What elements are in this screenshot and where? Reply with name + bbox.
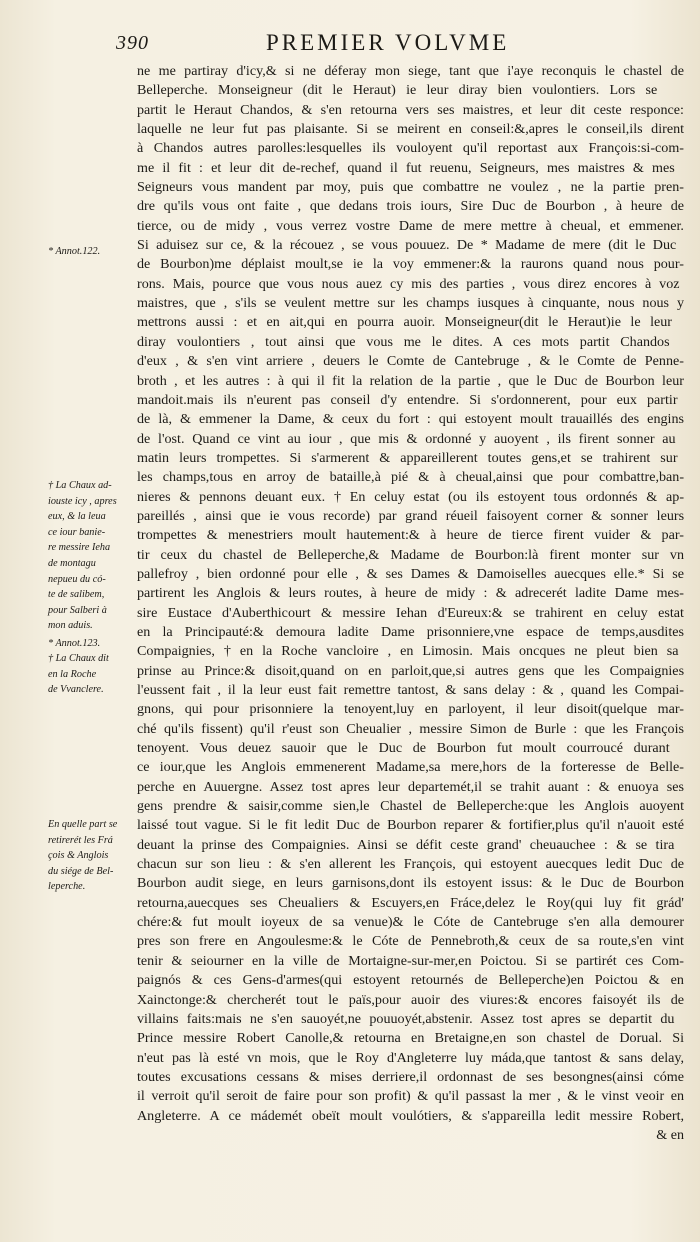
text-line: trompettes & menestriers moult hautement:& à heure de tierce firent vuider & par- [137, 527, 684, 544]
text-line: tenoyent. Vous deuez sauoir que le Duc de Bourbon fut moult courroucé durant [137, 740, 670, 757]
note-line: eux, & la leua [48, 511, 106, 523]
text-line: Compaignies, † en la Roche vancloire , en Limosin. Mais oncques ne pleut bien sa [137, 643, 679, 660]
margin-note-retreat [48, 817, 117, 895]
text-line: Angleterre. A ce mádemét obeït moult voulótiers, & s'appareilla ledit messire Robert, [137, 1107, 684, 1124]
note-line: retirerét les Frá [48, 834, 113, 846]
text-line: pallefroy , bien ordonné pour elle , & ses Dames & Damoiselles auecques elle.* Si se [137, 565, 684, 582]
text-line: de Bourbon)me déplaist moult,se ie la voy emmener:& la raurons quand nous pour- [137, 256, 684, 273]
note-line: † La Chaux ad- [48, 480, 112, 491]
catchword: & en [656, 1126, 684, 1143]
page-number: 390 [116, 32, 149, 54]
text-line: Prince messire Robert Canolle,& retourna en Bretaigne,en son chastel de Dorual. Si [137, 1030, 684, 1047]
text-line: de là, & emmener la Dame, & ceux du fort : qui estoyent moult trauaillés des engins [137, 411, 684, 428]
text-line: dre qu'ils vous ont faite , que dedans trois iours, Sire Duc de Bourbon , à heure de [137, 198, 684, 215]
text-line: me il fit : et leur dit de-rechef, quand il fut reuenu, Seigneurs, mes maistres & mes [137, 159, 675, 176]
text-line: d'eux , & s'en vint arriere , deuers le Comte de Cantebruge , & le Comte de Penne- [137, 353, 684, 370]
note-line: En quelle part se [48, 819, 118, 830]
text-line: Xainctonge:& chercherét tout le païs,pour auoir des viures:& encores faisoyét ils de [137, 991, 684, 1008]
text-line: diray voulontiers , tout ainsi que vous me le dites. A ces mots partit Chandos [137, 333, 670, 350]
note-line: leperche. [48, 881, 86, 893]
text-line: perche en Auuergne. Assez tost apres leur departemét,il se trahit auant : & enuoya ses [137, 778, 684, 795]
note-line: de montagu [48, 557, 96, 569]
text-line: chére:& fut moult ioyeux de sa venue)& le Cóte de Cantebruge s'en alla demourer [137, 914, 684, 931]
note-line: mon aduis. [48, 620, 93, 632]
text-line: broth , et les autres : à qui il fit la relation de la partie , que le Duc de Bourbon leur [137, 372, 684, 389]
note-line: pour Salberi à [48, 604, 107, 616]
text-line: chacun sur son lieu : & s'en allerent les François, qui estoyent auecques ledit Duc de [137, 856, 684, 873]
page-header [116, 30, 676, 60]
text-line: nieres & pennons deuant eux. † En celuy estat (ou ils estoyent tous ordonnés & ap- [137, 488, 684, 505]
note-line: en la Roche [48, 668, 97, 680]
text-line: ché qu'ils fissent) qu'il r'eust son Cheualier , messire Simon de Burle : que les François [137, 720, 684, 737]
text-line: prinse au Prince:& disoit,quand on en parloit,que,si autres gens que les Compaignies [137, 662, 684, 679]
text-line: l'eussent fait , il la leur eust fait remettre tantost, & sans delay : & , quand les Compai- [137, 682, 684, 698]
text-line: il verroit qu'il seroit de faire pour son profit) & qu'il passast la mer , & le vinst veoir en [137, 1088, 684, 1105]
body-text [137, 62, 684, 1145]
text-line: n'eut pas là esté vn mois, que le Roy d'Angleterre luy máda,que tantost & sans delay, [137, 1049, 684, 1066]
text-line: Seigneurs vous mandent par moy, puis que combattre ne voulez , ne la partie pren- [137, 179, 684, 196]
note-line: * Annot.123. [48, 638, 101, 649]
note-line: de Vvanclere. [48, 684, 104, 696]
note-line: du siége de Bel- [48, 865, 114, 877]
text-line: de l'ost. Quand ce vint au iour , que mis & ordonné y auoyent , ils firent sonner au [137, 430, 676, 447]
text-line: mettrons aussi : et en ait,qui en pourra auoir. Monseigneur(dit le Heraut)ie le leur [137, 314, 672, 331]
note-line: te de salibem, [48, 589, 105, 601]
text-line: rons. Mais, pource que vous nous auez cy mis des parties , vous direz encores à voz [137, 275, 680, 292]
text-line: tir ceux du chastel de Belleperche,& Madame de Bourbon:là firent monter sur vn [137, 546, 684, 563]
note-line: çois & Anglois [48, 850, 109, 862]
running-title: PREMIER VOLVME [266, 30, 510, 55]
text-line: Bourbon audit siege, en leurs garnisons,dont ils estoyent issus: & le Duc de Bourbon [137, 875, 684, 892]
text-line: partit le Heraut Chandos, & s'en retourna vers ses maistres, et leur dit ceste responce: [137, 101, 684, 118]
note-line: re messire Ieha [48, 542, 111, 554]
text-line: ce iour,que les Anglois emmenerent Madame,sa mere,hors de la forteresse de Belle- [137, 759, 684, 776]
text-line: les champs,tous en arroy de bataille,à pié & à cheual,ainsi que pour combattre,ban- [137, 469, 684, 486]
text-line: villains faits:mais ne s'en sauoyét,ne pouuoyét,abstenir. Assez tost apres se departit du [137, 1010, 675, 1027]
margin-note-annotation-123 [48, 636, 100, 652]
note-line: * Annot.122. [48, 246, 101, 257]
text-line: retourna,auecques ses Cheualiers & Escuyers,en Fráce,delez le Roy(qui luy fit grád' [137, 894, 684, 911]
text-line: partirent les Anglois & leurs routes, à heure de midy : & adrecerét ladite Dame mes- [137, 585, 684, 602]
text-line: à Chandos autres parolles:lesquelles ils vouloyent qu'il reportast aux François:si-com- [137, 140, 684, 157]
text-line: ne me partiray d'icy,& si ne déferay mon siege, tant que i'aye reconquis le chastel de [137, 63, 684, 79]
margin-note-annotation-122 [48, 244, 100, 260]
text-line: gnons, qui pour prisonniere la tenoyent,luy en parloyent, il leur disoit(quelque mar- [137, 701, 684, 718]
text-line: maistres, que , s'ils se veulent mettre sur les champs iusques à cinquante, nous nous y [137, 295, 684, 312]
text-line: toutes excusations cessans & mises derriere,il ordonnast de ses besongnes(ainsi cóme [137, 1068, 684, 1085]
text-line: paignós & ces Gens-d'armes(qui estoyent retournés de Belleperche)en Poictou & en [137, 972, 684, 989]
text-line: en la Principauté:& demoura ladite Dame prisonniere,vne espace de temps,ausdites [137, 623, 684, 640]
text-line: sire Eustace d'Auberthicourt & messire Iehan d'Eureux:& se trahirent en celuy estat [137, 604, 684, 621]
text-line: gens prendre & saisir,comme sien,le Chastel de Belleperche:que les Anglois auoyent [137, 798, 684, 815]
text-line: tenir & seiourner en la ville de Mortaigne-sur-mer,en Poictou. Si se partirét ces Com- [137, 952, 684, 969]
text-line: pres son frere en Angoulesme:& le Cóte de Pennebroth,& ceux de sa route,s'en vint [137, 933, 684, 950]
note-line: ce iour banie- [48, 526, 106, 538]
text-line: laissé tout vague. Si le fit ledit Duc de Bourbon reparer & fortifier,plus qu'il n'auoit esté [137, 817, 684, 834]
note-line: nepueu du có- [48, 573, 106, 585]
margin-note-la-chaux-1 [48, 478, 117, 634]
margin-note-la-chaux-2 [48, 651, 109, 698]
text-line: mandoit.mais ils n'eurent pas conseil d'y entendre. Si s'ordonnerent, pour eux partir [137, 391, 678, 408]
text-line: Belleperche. Monseigneur (dit le Heraut) ie leur diray bien voulontiers. Lors se [137, 82, 658, 99]
text-line: tierce, ou de midy , vous verrez vostre Dame de mere mettre à cheual, et emmener. [137, 217, 684, 234]
text-line: deuant la prinse des Compaignies. Ainsi se défit ceste grand' cheuauchee : & se tira [137, 836, 675, 853]
text-line: laquelle ne leur fut pas plaisante. Si se meirent en conseil:&,apres le conseil,ils dirent [137, 121, 684, 138]
note-line: † La Chaux dit [48, 653, 109, 664]
text-line: pareillés , ainsi que ie vous recorde) par grand réueil faisoyent corner & sonner leurs [137, 507, 684, 524]
text-line: matin leurs trompettes. Si s'armerent & appareillerent toutes gens,et se trahirent sur [137, 449, 678, 466]
text-line: Si aduisez sur ce, & la récouez , se vous pouuez. De * Madame de mere (dit le Duc [137, 237, 677, 254]
note-line: iouste icy , apres [48, 495, 117, 507]
